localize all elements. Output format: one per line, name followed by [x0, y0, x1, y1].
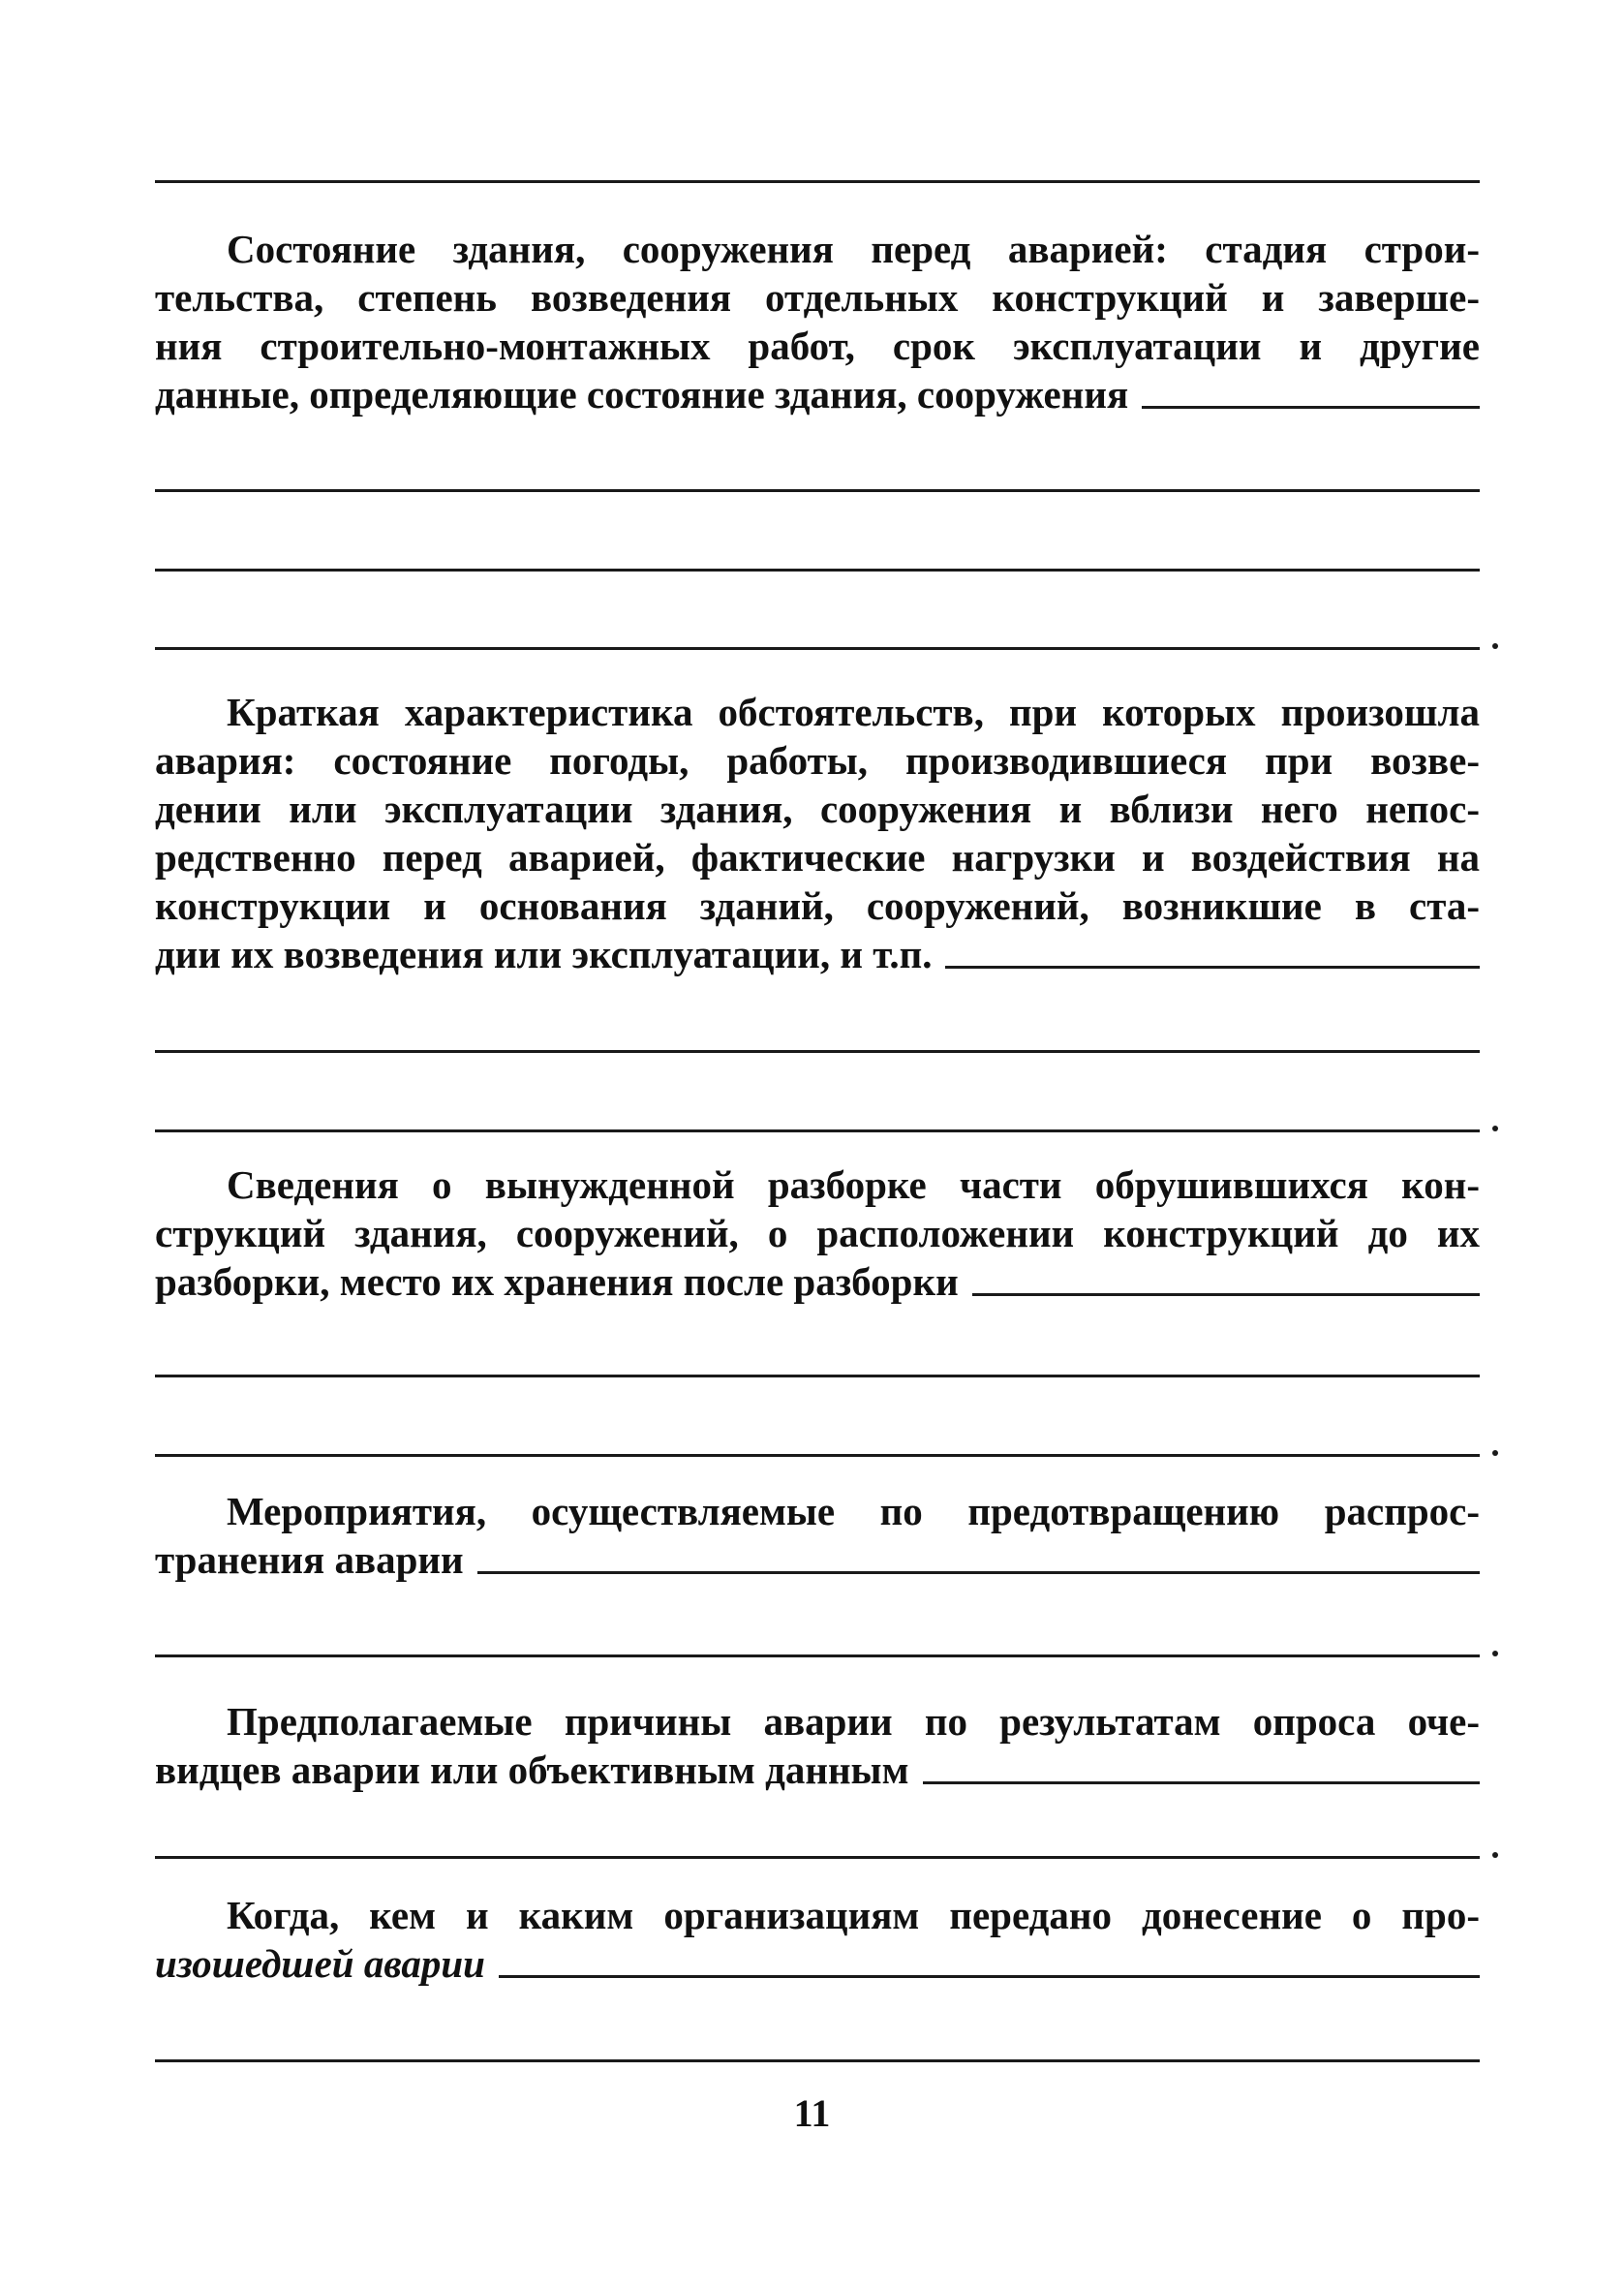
- text-line: авария: состояние погоды, работы, производившиеся при возве-: [155, 738, 1480, 783]
- section-building-state: [155, 225, 1480, 418]
- text-line-with-blank: [155, 370, 1480, 418]
- text-line-with-blank: [155, 930, 1480, 978]
- text-line-with-blank: [155, 1939, 1480, 1988]
- text-line: транения аварии: [155, 1537, 464, 1582]
- page-number: 11: [793, 2091, 831, 2135]
- fill-in-blank[interactable]: [972, 1293, 1480, 1296]
- text-line-with-blank: [155, 1746, 1480, 1794]
- fill-in-rule[interactable]: [155, 2059, 1480, 2062]
- fill-in-rule[interactable]: [155, 647, 1480, 650]
- fill-in-blank[interactable]: [945, 966, 1480, 969]
- text-line: Сведения о вынужденной разборке части обрушившихся кон-: [227, 1162, 1480, 1207]
- text-line: изошедшей аварии: [155, 1941, 485, 1986]
- fill-in-rule[interactable]: [155, 1129, 1480, 1132]
- fill-in-blank[interactable]: [1142, 406, 1480, 409]
- end-mark: [1492, 643, 1498, 649]
- text-line: Состояние здания, сооружения перед аварией: стадия строи-: [227, 227, 1480, 271]
- text-line: Краткая характеристика обстоятельств, при которых произошла: [227, 690, 1480, 734]
- text-line: видцев аварии или объективным данным: [155, 1747, 909, 1792]
- section-disassembly: [155, 1160, 1480, 1306]
- text-line: струкций здания, сооружений, о расположении конструкций до их: [155, 1211, 1480, 1255]
- text-line: разборки, место их хранения после разборки: [155, 1259, 959, 1304]
- text-line: дении или эксплуатации здания, сооружения и вблизи него непос-: [155, 787, 1480, 831]
- text-line: дии их возведения или эксплуатации, и т.п.: [155, 932, 933, 976]
- end-mark: [1492, 1651, 1498, 1656]
- text-line: Когда, кем и каким организациям передано донесение о про-: [227, 1893, 1480, 1937]
- text-line-with-blank: [155, 1535, 1480, 1584]
- end-mark: [1492, 1852, 1498, 1858]
- text-line: ния строительно-монтажных работ, срок эксплуатации и другие: [155, 324, 1480, 368]
- section-circumstances: [155, 688, 1480, 978]
- top-rule: [155, 180, 1480, 183]
- fill-in-rule[interactable]: [155, 1454, 1480, 1457]
- fill-in-blank[interactable]: [499, 1975, 1480, 1978]
- end-mark: [1492, 1126, 1498, 1131]
- section-prevention-measures: [155, 1487, 1480, 1584]
- text-line: редственно перед аварией, фактические нагрузки и воздействия на: [155, 835, 1480, 880]
- section-report-transmission: [155, 1891, 1480, 1988]
- text-line: конструкции и основания зданий, сооружений, возникшие в ста-: [155, 883, 1480, 928]
- end-mark: [1492, 1450, 1498, 1456]
- section-presumed-causes: [155, 1697, 1480, 1794]
- fill-in-rule[interactable]: [155, 1654, 1480, 1657]
- text-line: Мероприятия, осуществляемые по предотвращению распрос-: [227, 1489, 1480, 1533]
- fill-in-rule[interactable]: [155, 1375, 1480, 1377]
- fill-in-blank[interactable]: [477, 1571, 1480, 1574]
- fill-in-blank[interactable]: [923, 1781, 1481, 1784]
- text-line-with-blank: [155, 1257, 1480, 1306]
- text-line: тельства, степень возведения отдельных конструкций и заверше-: [155, 275, 1480, 320]
- fill-in-rule[interactable]: [155, 1856, 1480, 1859]
- fill-in-rule[interactable]: [155, 489, 1480, 492]
- text-line: Предполагаемые причины аварии по результатам опроса оче-: [227, 1699, 1480, 1744]
- fill-in-rule[interactable]: [155, 569, 1480, 572]
- text-line: данные, определяющие состояние здания, сооружения: [155, 372, 1129, 417]
- fill-in-rule[interactable]: [155, 1050, 1480, 1053]
